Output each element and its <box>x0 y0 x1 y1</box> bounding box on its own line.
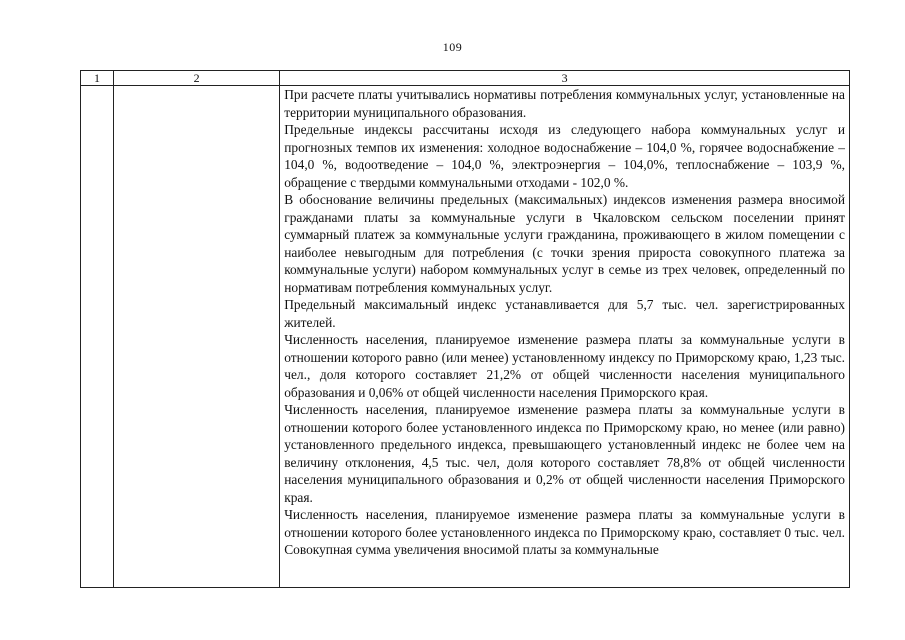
column-header-2: 2 <box>114 71 280 86</box>
table-header-row <box>81 71 850 86</box>
paragraph-justification: В обоснование величины предельных (максимальных) индексов изменения размера вносимой гражданами платы за коммунальные услуги в Чкаловском сельском поселении принят суммарный платеж за коммунальные услуги гражданина, проживающего в жилом помещении с наиболее невыгодным для потребления (с точки зрения прироста совокупного платежа за коммунальные услуги) набором коммунальных услуг в семье из трех человек, определенный по нормативам потребления коммунальных услуг. <box>284 192 845 295</box>
cell-column-3 <box>280 86 850 588</box>
paragraph-population-above: Численность населения, планируемое изменение размера платы за коммунальные услуги в отношении которого более установленного индекса по Приморскому краю, но менее (или равно) установленного предельного индекса, превышающего установленный индекс не более чем на величину отклонения, 4,5 тыс. чел, доля которого составляет 78,8% от общей численности населения муниципального образования и 0,2% от общей численности населения Приморского края. <box>284 402 845 505</box>
paragraph-index-set: Предельные индексы рассчитаны исходя из следующего набора коммунальных услуг и прогнозных темпов их изменения: холодное водоснабжение – 104,0 %, горячее водоснабжение – 104,0 %, водоотведение – 104,0 %, электроэнергия – 104,0%, теплоснабжение – 103,9 %, обращение с твердыми коммунальными отходами - 102,0 %. <box>284 122 845 190</box>
table-row <box>81 86 850 588</box>
column-header-1: 1 <box>81 71 114 86</box>
column-header-3: 3 <box>280 71 850 86</box>
paragraph-max-index: Предельный максимальный индекс устанавливается для 5,7 тыс. чел. зарегистрированных жителей. <box>284 297 845 330</box>
cell-column-2 <box>114 86 280 588</box>
paragraph-population-equal: Численность населения, планируемое изменение размера платы за коммунальные услуги в отношении которого равно (или менее) установленному индексу по Приморскому краю, 1,23 тыс. чел., доля которого составляет 21,2% от общей численности населения муниципального образования и 0,06% от общей численности населения Приморского края. <box>284 332 845 400</box>
cell-column-1 <box>81 86 114 588</box>
paragraph-population-exceeding: Численность населения, планируемое изменение размера платы за коммунальные услуги в отношении которого более установленного индекса по Приморскому краю, составляет 0 тыс. чел. Совокупная сумма увеличения вносимой платы за коммунальные <box>284 507 845 557</box>
paragraph-norms: При расчете платы учитывались нормативы потребления коммунальных услуг, установленные на территории муниципального образования. <box>284 87 845 120</box>
document-table <box>80 70 850 588</box>
page-number: 109 <box>442 40 463 54</box>
